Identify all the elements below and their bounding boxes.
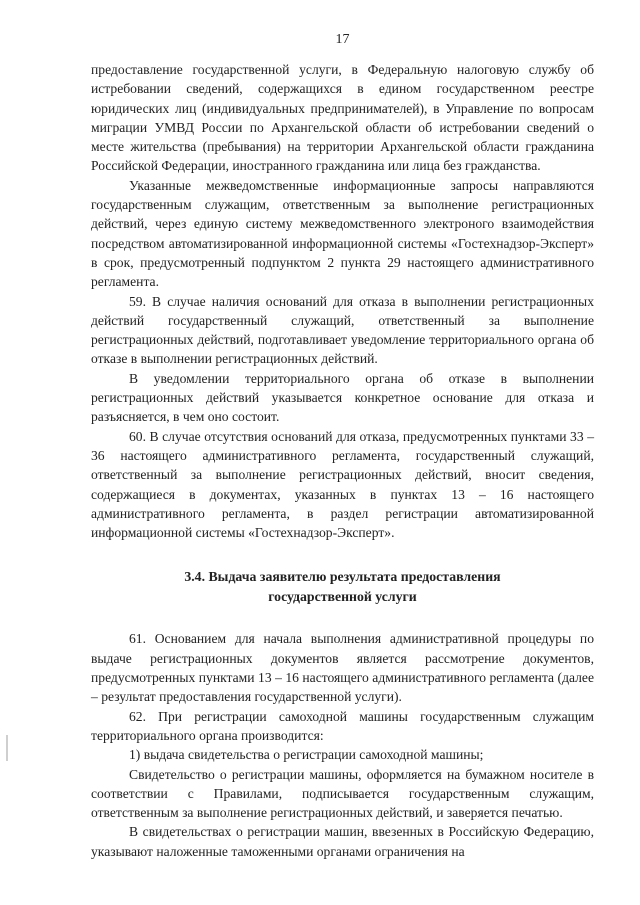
section-heading-line-1: 3.4. Выдача заявителю результата предоставления <box>184 569 501 585</box>
paragraph-imported-machines: В свидетельствах о регистрации машин, ввезенных в Российскую Федерацию, указывают наложенные таможенными органами ограничения на <box>91 824 594 859</box>
spacer <box>91 542 594 567</box>
paragraph-intro-continuation: предоставление государственной услуги, в Федеральную налоговую службу об истребовании сведений, содержащихся в едином государственном реестре юридических лиц (индивидуальных предпринимателей), в Управление по вопросам миграции УМВД России по Архангельской области об истребовании сведений о месте жительства (пребывания) на территории Архангельской области гражданина Российской Федерации, иностранного гражданина или лица без гражданства. <box>91 62 594 174</box>
paragraph-item-61: 61. Основанием для начала выполнения административной процедуры по выдаче регистрационных документов является рассмотрение документов, предусмотренных пунктами 13 – 16 настоящего административного регламента (далее – результат предоставления государственной услуги). <box>91 631 594 705</box>
paragraph-refusal-notice: В уведомлении территориального органа об отказе в выполнении регистрационных действий указывается конкретное основание для отказа и разъясняется, в чем оно состоит. <box>91 370 594 425</box>
paragraph-item-62: 62. При регистрации самоходной машины государственным служащим территориального органа производится: <box>91 708 594 743</box>
paragraph-item-60: 60. В случае отсутствия оснований для отказа, предусмотренных пунктами 33 – 36 настоящего административного регламента, государственный служащий, ответственный за выполнение регистрационных действий, вносит сведения, содержащиеся в документах, указанных в пунктах 13 – 16 настоящего административного регламента, в раздел регистрации автоматизированной информационной системы «Гостехнадзор-Эксперт». <box>91 428 594 541</box>
paragraph-interagency-requests: Указанные межведомственные информационные запросы направляются государственным служащим, ответственным за выполнение регистрационных действий, через единую систему межведомственного электроного взаимодействия посредством автоматизированной информационной системы «Гостехнадзор-Эксперт» в срок, предусмотренный подпунктом 2 пункта 29 настоящего административного регламента. <box>91 177 594 290</box>
section-heading-line-2: государственной услуги <box>268 589 417 605</box>
paragraph-certificate: Свидетельство о регистрации машины, оформляется на бумажном носителе в соответствии с Правилами, подписывается государственным служащим, ответственным за выполнение регистрационных действий, и заверяется печатью. <box>91 766 594 821</box>
paragraph-item-59: 59. В случае наличия оснований для отказа в выполнении регистрационных действий государственный служащий, ответственный за выполнение регистрационных действий, подготавливает уведомление территориального органа об отказе в выполнении регистрационных действий. <box>91 293 594 367</box>
document-body <box>91 60 594 861</box>
scan-artifact <box>6 735 8 761</box>
spacer <box>91 607 594 629</box>
page-number: 17 <box>335 32 350 47</box>
paragraph-item-62-sub-1: 1) выдача свидетельства о регистрации самоходной машины; <box>129 747 484 763</box>
